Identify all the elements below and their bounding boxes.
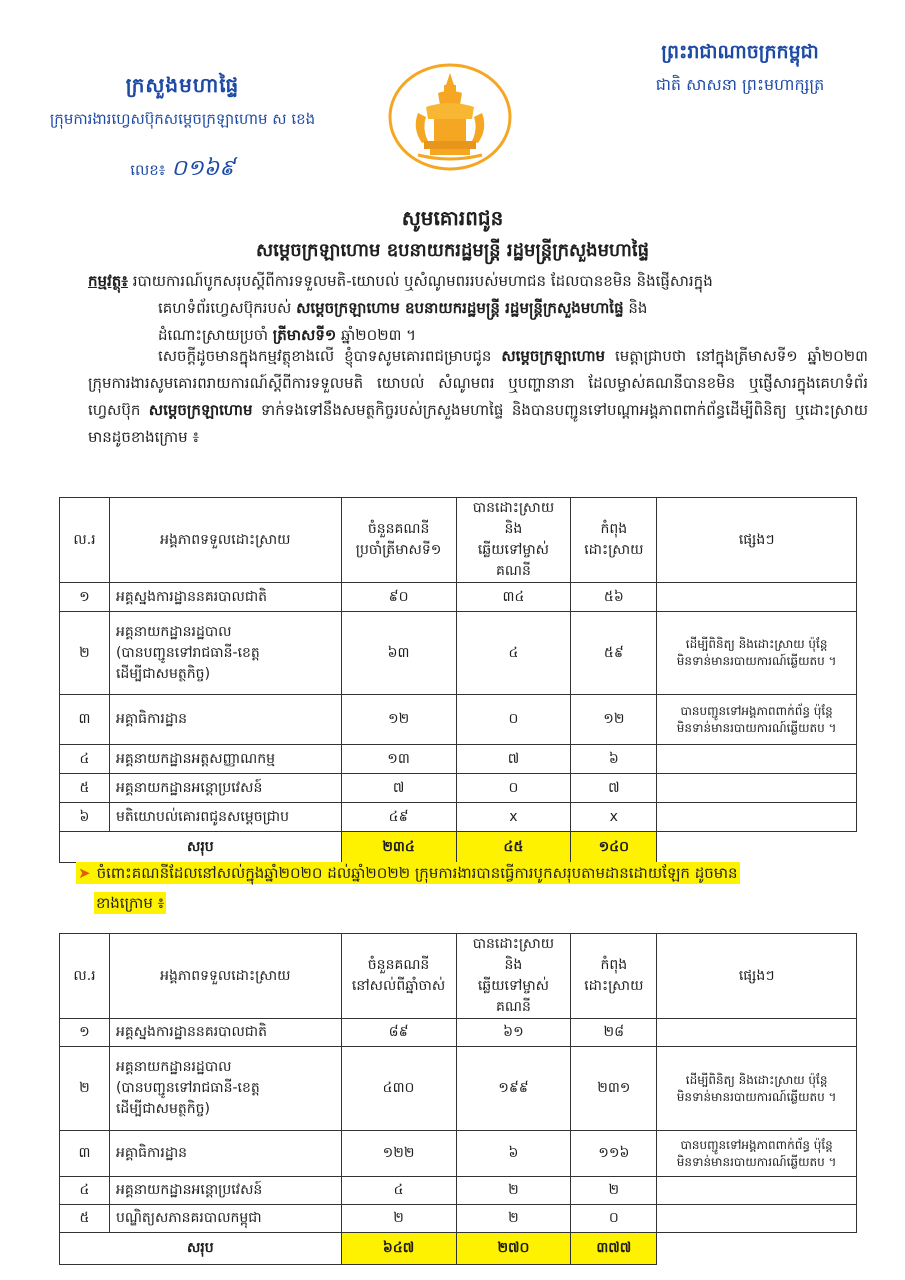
row-solved: ២ (456, 1177, 571, 1205)
total-label: សរុប (60, 1233, 342, 1265)
header-count-l1: ចំនួនគណនី (367, 957, 430, 973)
header-count (341, 934, 456, 1019)
subject-block (88, 268, 868, 349)
header-solved-l1: បានដោះស្រាយ និង (472, 936, 555, 973)
row-solved: ៣៤ (456, 583, 571, 612)
header-solved (456, 934, 571, 1019)
row-no: ៥ (60, 774, 110, 803)
header-solved (456, 498, 571, 583)
row-pending: ២ (571, 1177, 657, 1205)
total-count: ៦៤៧ (341, 1233, 456, 1265)
row-count: ៤៩ (341, 803, 456, 832)
table-row (60, 1019, 857, 1047)
ministry-header (20, 72, 345, 186)
header-pending-l2: ដោះស្រាយ (584, 978, 644, 994)
table-row (60, 803, 857, 832)
row-no: ៦ (60, 803, 110, 832)
row-solved: ៧ (456, 745, 571, 774)
subject-text-2a: គេហទំព័រហ្វេសប៊ុករបស់ (158, 299, 297, 317)
row-pending: ៥៩ (571, 612, 657, 695)
table-header-row (60, 498, 857, 583)
row-solved: x (456, 803, 571, 832)
row-no: ២ (60, 612, 110, 695)
table-row (60, 745, 857, 774)
row-count: ២ (341, 1205, 456, 1233)
total-solved: ២៧០ (456, 1233, 571, 1265)
row-count: ៧ (341, 774, 456, 803)
table-row (60, 612, 857, 695)
header-other: ផ្សេងៗ (657, 934, 857, 1019)
row-note (657, 803, 857, 832)
row-count: ៩០ (341, 583, 456, 612)
row-solved: ៦១ (456, 1019, 571, 1047)
row-note (657, 612, 857, 695)
row-pending: ៥៦ (571, 583, 657, 612)
row-pending: ០ (571, 1205, 657, 1233)
row-unit (109, 1047, 341, 1131)
row-pending: ៧ (571, 774, 657, 803)
row-unit (109, 612, 341, 695)
row-count: ៤ (341, 1177, 456, 1205)
subject-text-1: របាយការណ៍បូកសរុបស្តីពីការទទួលមតិ-យោបល់ ឬសំណូមពររបស់មហាជន ដែលបានខមិន និងផ្ញើសារក្នុង (132, 272, 713, 290)
row-note-l1: ដើម្បីពិនិត្យ និងដោះស្រាយ ប៉ុន្តែ (685, 637, 828, 651)
row-unit: អគ្គនាយកដ្ឋានអន្តោប្រវេសន៍ (109, 774, 341, 803)
row-no: ៤ (60, 745, 110, 774)
header-no: ល.រ (60, 498, 110, 583)
row-no: ១ (60, 1019, 110, 1047)
header-solved-l2: ឆ្លើយទៅម្ចាស់គណនី (477, 542, 549, 579)
header-pending (571, 934, 657, 1019)
table-row (60, 1047, 857, 1131)
salutation-title: សូមគោរពជូន (401, 206, 504, 230)
row-unit: អគ្គស្នងការដ្ឋាននគរបាលជាតិ (109, 1019, 341, 1047)
subject-text-3b: ត្រីមាសទី១ (272, 326, 337, 344)
table-header-row (60, 934, 857, 1019)
header-pending-l1: កំពុង (600, 957, 628, 973)
row-note (657, 745, 857, 774)
table-row (60, 1177, 857, 1205)
row-pending: ២៣១ (571, 1047, 657, 1131)
row-unit-l3: ដើម្បីជាសមត្ថកិច្ច) (115, 665, 211, 682)
header-count-l2: នៅសល់ពីឆ្នាំចាស់ (351, 978, 446, 994)
row-note (657, 583, 857, 612)
body-text-d: សម្តេចក្រឡាហោម (148, 401, 253, 419)
row-note (657, 1177, 857, 1205)
header-pending (571, 498, 657, 583)
header-solved-l2: ឆ្លើយទៅម្ចាស់គណនី (477, 978, 549, 1015)
table-row (60, 1205, 857, 1233)
highlight-line-2: ខាងក្រោម ៖ (96, 894, 165, 912)
row-note (657, 1131, 857, 1177)
total-label: សរុប (60, 832, 342, 863)
quarter-report-table (59, 497, 857, 863)
subject-text-2c: និង (623, 299, 648, 317)
body-text-a: សេចក្តីដូចមានក្នុងកម្មវត្ថុខាងលើ ខ្ញុំបាទសូមគោរពជម្រាបជូន (158, 347, 502, 365)
row-note-l2: មិនទាន់មានរបាយការណ៍ឆ្លើយតប ។ (676, 720, 837, 735)
header-count (341, 498, 456, 583)
body-text-b: សម្តេចក្រឡាហោម (501, 347, 606, 365)
row-no: ៥ (60, 1205, 110, 1233)
royal-emblem-icon (388, 63, 512, 171)
row-unit: បណ្ឌិត្យសភានគរបាលកម្ពុជា (109, 1205, 341, 1233)
row-unit: អគ្គាធិការដ្ឋាន (109, 695, 341, 745)
row-note-l2: មិនទាន់មានរបាយការណ៍ឆ្លើយតប ។ (676, 1089, 837, 1104)
subject-line-2 (88, 295, 868, 322)
document-number (20, 154, 345, 186)
header-unit: អង្គភាពទទួលដោះស្រាយ (109, 498, 341, 583)
header-no: ល.រ (60, 934, 110, 1019)
total-empty (657, 1233, 857, 1265)
row-unit-l2: (បានបញ្ជូនទៅរាជធានី-ខេត្ត (115, 1080, 260, 1096)
row-unit-l3: ដើម្បីជាសមត្ថកិច្ច) (115, 1101, 211, 1117)
kingdom-motto: ជាតិ សាសនា ព្រះមហាក្សត្រ (655, 75, 825, 94)
number-value: ០១៦៩ (171, 156, 235, 181)
subject-text-3c: ឆ្នាំ២០២៣ ។ (336, 326, 417, 344)
table-row (60, 583, 857, 612)
row-note (657, 1205, 857, 1233)
row-unit-l2: (បានបញ្ជូនទៅរាជធានី-ខេត្ត (115, 644, 260, 661)
highlight-text-1: ចំពោះគណនីដែលនៅសល់ក្នុងឆ្នាំ២០២០ ដល់ឆ្នាំ២០២២ ក្រុមការងារបានធ្វើការបូកសរុបតាមដានដោយឡែក ដូចមាន (96, 864, 738, 882)
row-solved: ៦ (456, 1131, 571, 1177)
header-other: ផ្សេងៗ (657, 498, 857, 583)
row-pending: ៦ (571, 745, 657, 774)
row-pending: x (571, 803, 657, 832)
row-note (657, 695, 857, 745)
body-text-c: មេត្តាជ្រាបថា នៅក្នុងត្រីមាសទី១ ឆ្នាំ២០២៣ ក្រុមការងារសូមគោរពរាយការណ៍ស្តីពីការទទួលមតិ យោបល់ សំណូមពរ ឬបញ្ហានានា ដែលម្ចាស់គណនីបានខមិន ឬផ្ញើសារក្នុងគេហទំព័រហ្វេសប៊ុក (88, 347, 868, 419)
row-unit: អគ្គនាយកដ្ឋានអន្តោប្រវេសន៍ (109, 1177, 341, 1205)
header-solved-l1: បានដោះស្រាយ និង (472, 500, 555, 537)
table-row (60, 695, 857, 745)
row-unit: អគ្គាធិការដ្ឋាន (109, 1131, 341, 1177)
row-note-l1: ដើម្បីពិនិត្យ និងដោះស្រាយ ប៉ុន្តែ (685, 1072, 828, 1087)
header-count-l2: ប្រចាំត្រីមាសទី១ (355, 542, 442, 558)
row-no: ៣ (60, 1131, 110, 1177)
body-paragraph (88, 343, 868, 451)
row-pending: ២៨ (571, 1019, 657, 1047)
header-pending-l1: កំពុង (600, 521, 628, 537)
subject-text-3a: ដំណោះស្រាយប្រចាំ (158, 326, 273, 344)
kingdom-title: ព្រះរាជាណាចក្រកម្ពុជា (661, 41, 819, 63)
header-pending-l2: ដោះស្រាយ (584, 542, 644, 558)
row-count: ៨៩ (341, 1019, 456, 1047)
total-solved: ៤៥ (456, 832, 571, 863)
kingdom-header (600, 40, 880, 98)
row-count: ១២ (341, 695, 456, 745)
total-count: ២៣៤ (341, 832, 456, 863)
unit-name: ក្រុមការងារហ្វេសប៊ុកសម្តេចក្រឡាហោម ស ខេង (49, 110, 316, 128)
row-no: ១ (60, 583, 110, 612)
row-no: ៤ (60, 1177, 110, 1205)
row-unit: មតិយោបល់គោរពជូនសម្តេចជ្រាប (109, 803, 341, 832)
row-note-l2: មិនទាន់មានរបាយការណ៍ឆ្លើយតប ។ (676, 1154, 837, 1169)
row-count: ៦៣ (341, 612, 456, 695)
row-note-l1: បានបញ្ជូនទៅអង្គភាពពាក់ព័ន្ធ ប៉ុន្តែ (680, 703, 833, 718)
row-solved: ២ (456, 1205, 571, 1233)
row-count: ១២២ (341, 1131, 456, 1177)
row-solved: ៤ (456, 612, 571, 695)
row-pending: ១២ (571, 695, 657, 745)
highlight-note (76, 858, 866, 918)
body-text-e: ទាក់ទងទៅនឹងសមត្ថកិច្ចរបស់ក្រសួងមហាផ្ទៃ និងបានបញ្ជូនទៅបណ្តាអង្គភាពពាក់ព័ន្ធដើម្បីពិនិត្យ ឬដោះស្រាយ មានដូចខាងក្រោម ៖ (88, 401, 868, 446)
number-label: លេខ៖ (130, 161, 166, 179)
row-note-l2: មិនទាន់មានរបាយការណ៍ឆ្លើយតប ។ (676, 654, 837, 668)
row-count: ១៣ (341, 745, 456, 774)
highlight-line-1 (76, 862, 740, 884)
subject-text-2b: សម្តេចក្រឡាហោម ឧបនាយករដ្ឋមន្ត្រី រដ្ឋមន្ត្រីក្រសួងមហាផ្ទៃ (296, 299, 624, 317)
row-pending: ១១៦ (571, 1131, 657, 1177)
row-unit-l1: អគ្គនាយកដ្ឋានរដ្ឋបាល (115, 1059, 232, 1075)
row-note (657, 1047, 857, 1131)
table-row (60, 1131, 857, 1177)
arrow-bullet-icon: ➤ (78, 864, 91, 882)
row-note (657, 774, 857, 803)
row-unit: អគ្គស្នងការដ្ឋាននគរបាលជាតិ (109, 583, 341, 612)
row-solved: ០ (456, 774, 571, 803)
row-note (657, 1019, 857, 1047)
row-solved: ១៩៩ (456, 1047, 571, 1131)
previous-years-table (59, 933, 857, 1265)
ministry-name: ក្រសួងមហាផ្ទៃ (125, 73, 240, 97)
row-no: ២ (60, 1047, 110, 1131)
total-pending: ១៤០ (571, 832, 657, 863)
total-pending: ៣៧៧ (571, 1233, 657, 1265)
row-solved: ០ (456, 695, 571, 745)
row-unit-l1: អគ្គនាយកដ្ឋានរដ្ឋបាល (115, 623, 232, 640)
header-unit: អង្គភាពទទួលដោះស្រាយ (109, 934, 341, 1019)
row-note-l1: បានបញ្ជូនទៅអង្គភាពពាក់ព័ន្ធ ប៉ុន្តែ (680, 1137, 833, 1152)
subject-label: កម្មវត្ថុ៖ (88, 272, 128, 290)
header-count-l1: ចំនួនគណនី (367, 521, 430, 537)
table-row (60, 774, 857, 803)
table-total-row (60, 1233, 857, 1265)
row-no: ៣ (60, 695, 110, 745)
row-count: ៤៣០ (341, 1047, 456, 1131)
row-unit: អគ្គនាយកដ្ឋានអត្តសញ្ញាណកម្ម (109, 745, 341, 774)
recipient-title: សម្តេចក្រឡាហោម ឧបនាយករដ្ឋមន្ត្រី រដ្ឋមន្ត្រីក្រសួងមហាផ្ទៃ (255, 240, 649, 261)
